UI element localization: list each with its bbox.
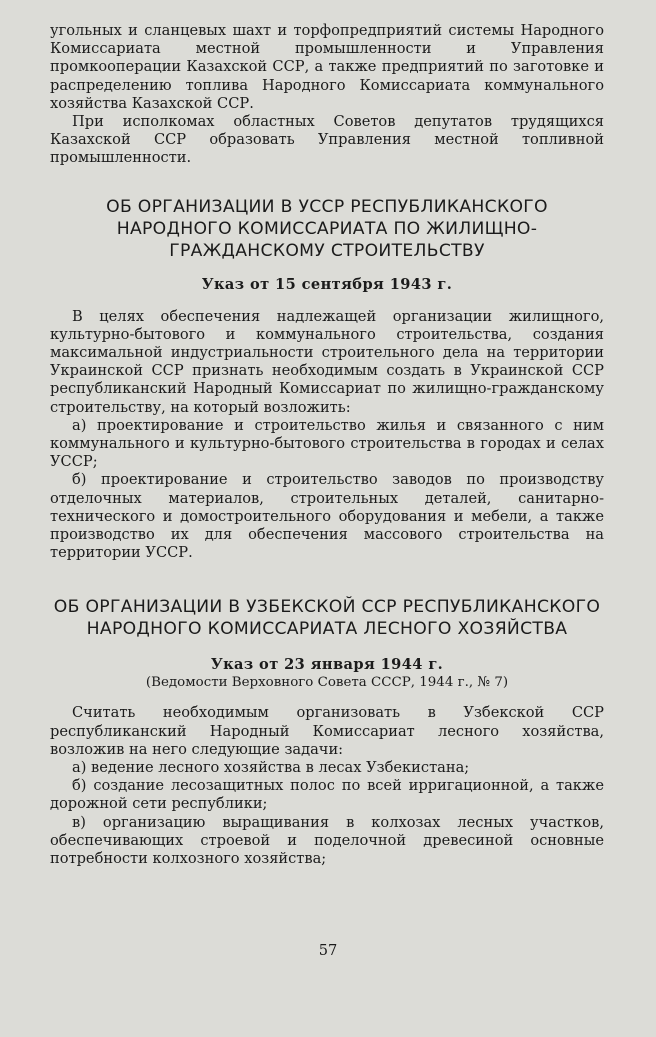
list-item: в) организацию выращивания в колхозах лесных участков, обеспечивающих строевой и поделочной древесиной основные потребности колхозного хозяйства; [50, 813, 604, 868]
page-number: 57 [318, 942, 338, 959]
list-item: а) ведение лесного хозяйства в лесах Узбекистана; [72, 759, 470, 777]
section-heading-uzb: ОБ ОРГАНИЗАЦИИ В УЗБЕКСКОЙ ССР РЕСПУБЛИКАНСКОГО НАРОДНОГО КОМИССАРИАТА ЛЕСНОГО ХОЗЯЙСТВА [53, 597, 601, 640]
list-item: а) проектирование и строительство жилья и связанного с ним коммунального и культурно-бытового строительства в городах и селах УССР; [50, 416, 604, 471]
kazakh-local-fuel-paragraph: При исполкомах областных Советов депутатов трудящихся Казахской ССР образовать Управления местной топливной промышленности. [50, 113, 604, 167]
uzb-tasks-list [50, 759, 604, 868]
continuation-paragraph: угольных и сланцевых шахт и торфопредприятий системы Народного Комиссариата местной промышленности и Управления промкооперации Казахской ССР, а также предприятий по заготовке и распределению топлива Народного Комиссариата коммунального хозяйства Казахской ССР. [50, 22, 604, 112]
ukr-intro-paragraph: В целях обеспечения надлежащей организации жилищного, культурно-бытового и коммунального строительства, создания максимальной индустриальности строительного дела на территории Украинской ССР признать необходимым создать в Украинской ССР республиканский Народный Комиссариат по жилищно-гражданскому строительству, на который возложить: [50, 307, 604, 416]
uzb-intro-paragraph: Считать необходимым организовать в Узбекской ССР республиканский Народный Комиссариат лесного хозяйства, возложив на него следующие задачи: [50, 704, 604, 758]
ukr-duties-list [50, 417, 604, 563]
section-heading-ukr: ОБ ОРГАНИЗАЦИИ В УССР РЕСПУБЛИКАНСКОГО НАРОДНОГО КОМИССАРИАТА ПО ЖИЛИЩНО-ГРАЖДАНСКОМУ СТРОИТЕЛЬСТВУ [106, 196, 548, 261]
decree-date-ukr: Указ от 15 сентября 1943 г. [201, 275, 453, 293]
decree-date-uzb: Указ от 23 января 1944 г. [210, 656, 444, 674]
publication-source: (Ведомости Верховного Совета СССР, 1944 г., № 7) [145, 675, 509, 691]
list-item: б) проектирование и строительство заводов по производству отделочных материалов, строительных деталей, санитарно-технического и домостроительного оборудования и мебели, а также производство их для обеспечения массового строительства на территории УССР. [50, 471, 604, 562]
list-item: б) создание лесозащитных полос по всей ирригационной, а также дорожной сети республики; [50, 777, 604, 813]
